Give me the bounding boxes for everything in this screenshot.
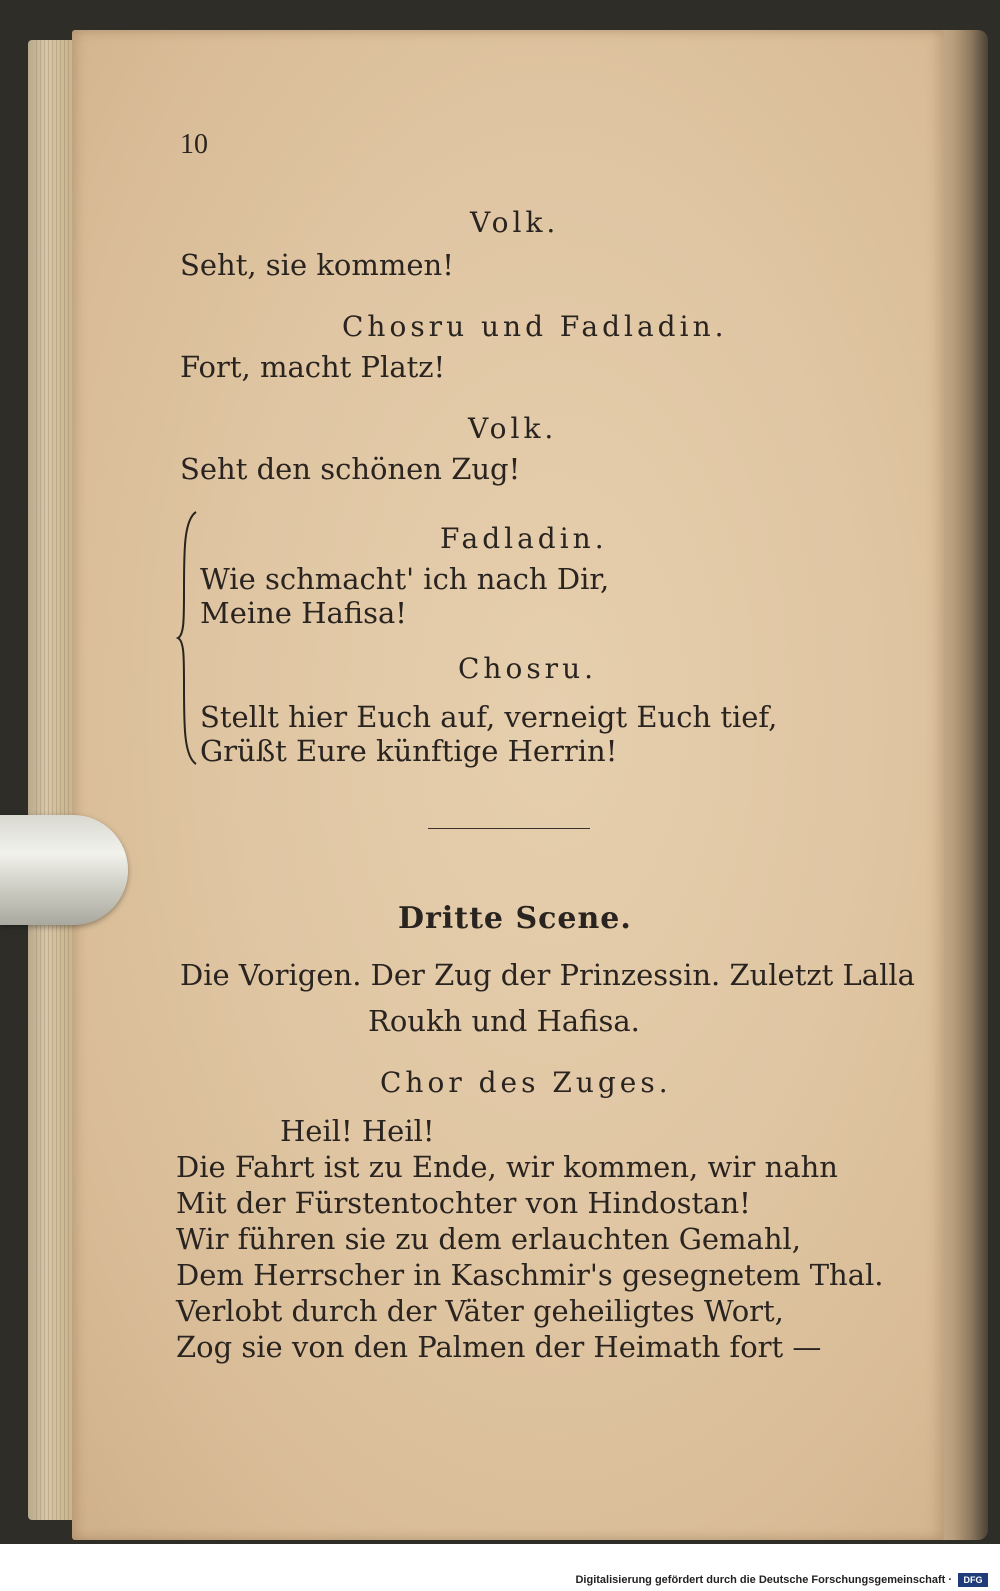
speaker-chosru-fadladin: Chosru und Fadladin. xyxy=(342,310,728,343)
verse-line: Grüßt Eure künftige Herrin! xyxy=(200,734,618,768)
verse-line: Dem Herrscher in Kaschmir's gesegnetem Thal. xyxy=(176,1258,884,1292)
verse-line: Wir führen sie zu dem erlauchten Gemahl, xyxy=(176,1222,802,1256)
verse-line: Heil! Heil! xyxy=(280,1114,435,1148)
verse-line: Meine Hafisa! xyxy=(200,596,407,630)
verse-line: Verlobt durch der Väter geheiligtes Wort, xyxy=(176,1294,784,1328)
speaker-fadladin: Fadladin. xyxy=(440,522,608,555)
verse-line: Stellt hier Euch auf, verneigt Euch tief, xyxy=(200,700,778,734)
verse-line: Die Fahrt ist zu Ende, wir kommen, wir nahn xyxy=(176,1150,838,1184)
verse-line: Seht den schönen Zug! xyxy=(180,452,521,486)
section-divider xyxy=(428,828,590,829)
verse-line: Seht, sie kommen! xyxy=(180,248,454,282)
dfg-logo-icon: DFG xyxy=(958,1573,988,1587)
verse-line: Fort, macht Platz! xyxy=(180,350,446,384)
footer-credit: Digitalisierung gefördert durch die Deutsche Forschungsgemeinschaft · xyxy=(575,1574,952,1586)
verse-line: Zog sie von den Palmen der Heimath fort — xyxy=(176,1330,822,1364)
verse-line: Mit der Fürstentochter von Hindostan! xyxy=(176,1186,751,1220)
stage-direction: Die Vorigen. Der Zug der Prinzessin. Zuletzt Lalla xyxy=(180,958,915,992)
speaker-volk-1: Volk. xyxy=(470,206,560,239)
scene-title: Dritte Scene. xyxy=(398,901,632,936)
speaker-chosru: Chosru. xyxy=(458,652,598,685)
brace-bracket xyxy=(176,510,200,766)
speaker-volk-2: Volk. xyxy=(468,412,558,445)
speaker-chorus: Chor des Zuges. xyxy=(380,1066,672,1099)
verse-line: Wie schmacht' ich nach Dir, xyxy=(200,562,610,596)
stage-direction: Roukh und Hafisa. xyxy=(368,1004,640,1038)
page-clip xyxy=(0,815,128,925)
page-number: 10 xyxy=(180,129,208,160)
